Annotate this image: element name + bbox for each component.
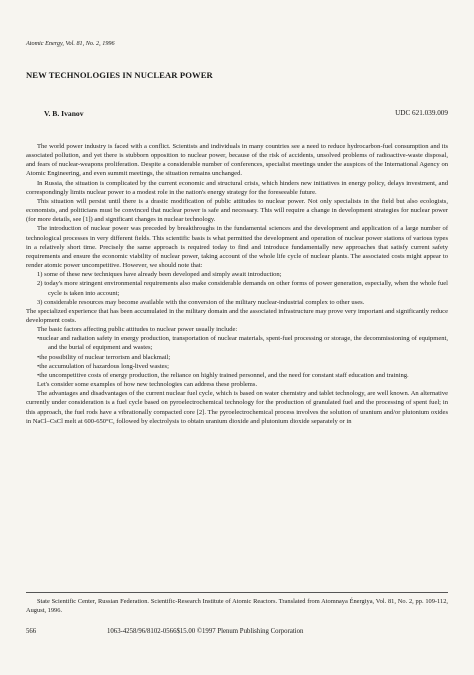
copyright-line: 1063-4258/96/8102-0566$15.00 ©1997 Plenum Publishing Corporation xyxy=(107,628,304,635)
bullet-item: •the accumulation of hazardous long-lived wastes; xyxy=(37,362,169,370)
bullet-icon: • xyxy=(37,353,40,361)
paragraph: The advantages and disadvantages of the current nuclear fuel cycle, which is based on water chemistry and tablet technology, are well known. An alternative currently under consideration is a fuel cycle based on pyroelectrochemical technology for the production of granulated fuel and the processing of spent fuel; in this approach, the fuel rods have a vibrationally compacted core [2]. The pyroelectrochemical process involves the solution of uranium and/or plutonium oxides in NaCl–CsCl melt at 600-650°C, followed by electrolysis to obtain uranium dioxide and plutonium dioxide separately or in xyxy=(26,390,448,425)
article-body xyxy=(26,142,448,426)
paragraph: The basic factors affecting public attitudes to nuclear power usually include: xyxy=(37,326,238,334)
bullet-icon: • xyxy=(37,371,40,379)
paragraph: Let's consider some examples of how new technologies can address these problems. xyxy=(37,381,258,389)
list-item: 1) some of these new techniques have already been developed and simply await introduction; xyxy=(37,271,282,279)
author-name: V. B. Ivanov xyxy=(44,109,84,118)
list-item: 3) considerable resources may become available with the conversion of the military nuclear-industrial complex to other uses. xyxy=(37,298,365,306)
article-title: NEW TECHNOLOGIES IN NUCLEAR POWER xyxy=(26,70,213,80)
footnote-text: State Scientific Center, Russian Federation. Scientific-Research Institute of Atomic Reactors. Translated from Atomnaya Énergiya, Vol. 81, No. 2, pp. 109-112, August, 1996. xyxy=(26,598,448,614)
bullet-icon: • xyxy=(37,362,40,370)
paragraph: The introduction of nuclear power was preceded by breakthroughs in the fundamental sciences and the development and application of a large number of technological processes in very different fields. This scientific basis is what permitted the development and operation of nuclear power stations of various types in a relatively short time. Precisely the same approach is required today to find and introduce fundamentally new approaches that satisfy current safety requirements and ensure the economic viability of nuclear power, taking account of the whole life cycle of nuclear plants. The associated costs might appear to render atomic power uncompetitive. However, we should note that: xyxy=(26,225,448,270)
bullet-item: •nuclear and radiation safety in energy production, transportation of nuclear materials, spent-fuel processing or storage, the decommissioning of equipment, and the burial of equipment and wastes; xyxy=(37,335,448,352)
running-head: Atomic Energy, Vol. 81, No. 2, 1996 xyxy=(26,40,115,47)
udc-code: UDC 621.039.009 xyxy=(395,109,448,117)
paragraph: In Russia, the situation is complicated by the current economic and structural crisis, which hinders new initiatives in energy policy, delays investment, and correspondingly limits nuclear power to a modest role in the nation's energy strategy for the foreseeable future. xyxy=(26,179,448,196)
bullet-item: •the possibility of nuclear terrorism and blackmail; xyxy=(37,353,171,361)
bullet-icon: • xyxy=(37,335,40,343)
footnote-divider xyxy=(26,592,448,593)
paragraph: The world power industry is faced with a conflict. Scientists and individuals in many countries see a need to reduce hydrocarbon-fuel consumption and its associated pollution, and yet there is stubborn opposition to nuclear power, because of the risk of accidents, unsolved problems of radioactive-waste disposal, and fears of nuclear-weapons proliferation. Despite a considerable number of conferences, specialist meetings under the auspices of the International Agency on Atomic Engineering, and even summit meetings, the situation remains unchanged. xyxy=(26,143,448,178)
paragraph: This situation will persist until there is a drastic modification of public attitudes to nuclear power. Not only specialists in the field but also ecologists, economists, and politicians must be convinced that nuclear power is safe and necessary. This will require a change in development strategies for nuclear power (for more details, see [1]) and significant changes in nuclear technology. xyxy=(26,197,448,224)
footnote xyxy=(26,597,448,615)
page-number: 566 xyxy=(26,628,37,635)
list-item: 2) today's more stringent environmental requirements also make considerable demands on other forms of power generation, especially, when the whole fuel cycle is taken into account; xyxy=(37,280,448,297)
paragraph: The specialized experience that has been accumulated in the military domain and the associated infrastructure may prove very important and significantly reduce development costs. xyxy=(26,307,448,324)
bullet-item: •the uncompetitive costs of energy production, the reliance on highly trained personnel, and the need for constant staff education and training. xyxy=(37,371,409,379)
